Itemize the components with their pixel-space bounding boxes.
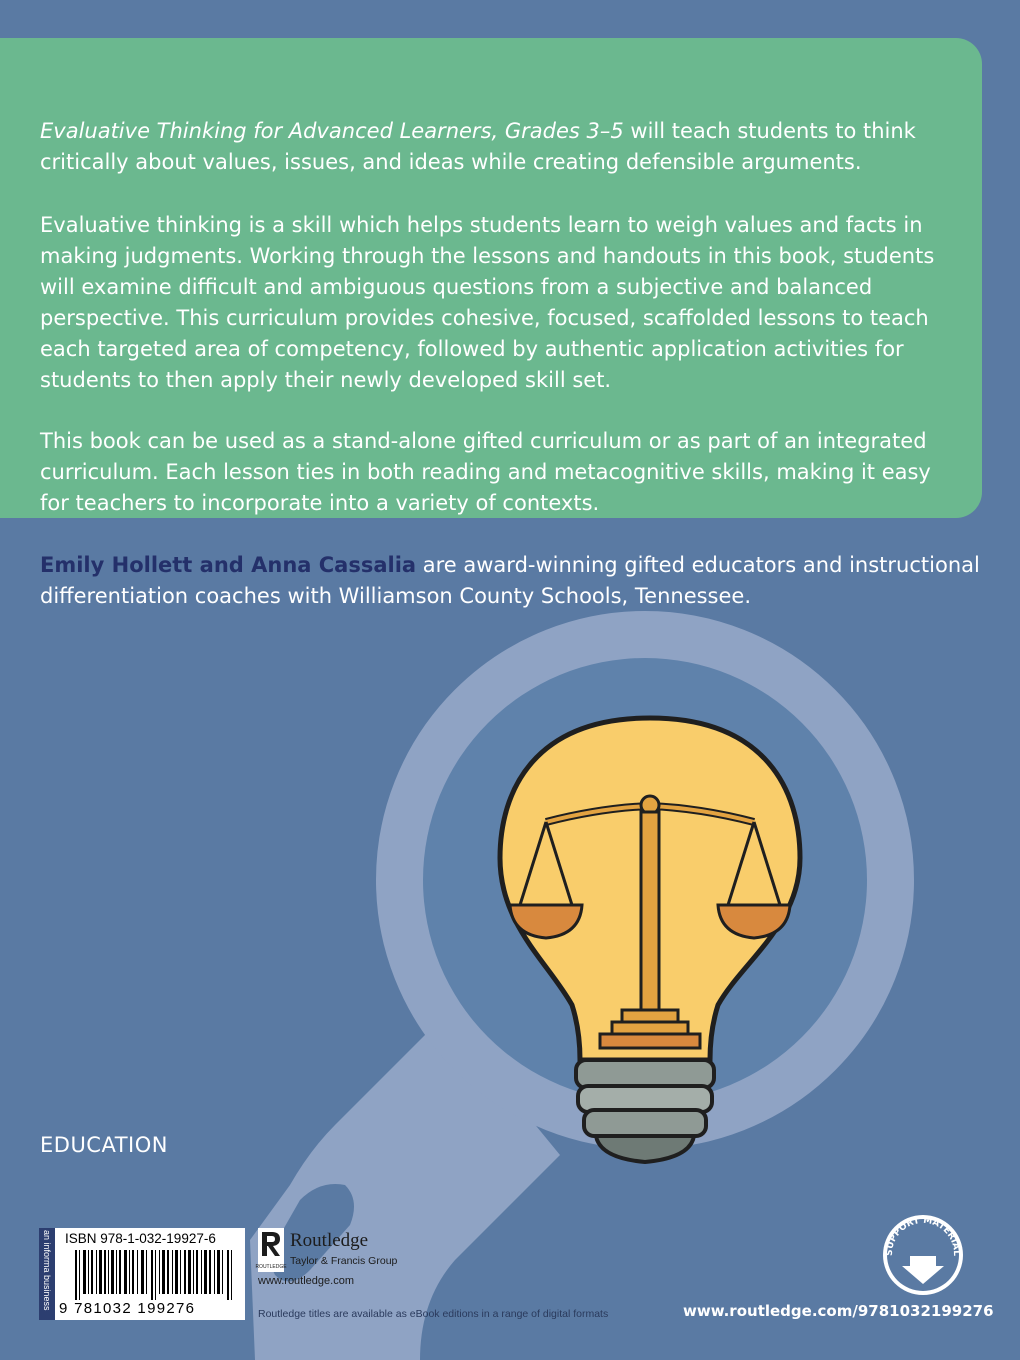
isbn-label: ISBN 978-1-032-19927-6 <box>65 1231 216 1246</box>
routledge-logo-icon <box>255 1228 287 1272</box>
informa-strip <box>39 1228 55 1320</box>
isbn-digits: 9 781032 199276 <box>59 1300 196 1317</box>
book-title: Evaluative Thinking for Advanced Learners, Grades 3–5 <box>40 119 624 143</box>
ebook-note: Routledge titles are available as eBook editions in a range of digital formats <box>258 1308 609 1320</box>
support-badge-text: SUPPORT MATERIAL <box>884 1215 962 1257</box>
barcode-block <box>39 1228 245 1320</box>
barcode-icon <box>75 1250 235 1300</box>
author-bio-text: are award-winning gifted educators and instructional differentiation coaches with Williamson County Schools, Tennessee. <box>40 553 980 608</box>
publisher-url[interactable]: www.routledge.com <box>258 1275 354 1287</box>
informa-label: an informa business <box>42 1230 52 1311</box>
routledge-logo-mark: ROUTLEDGE <box>255 1264 287 1270</box>
author-names: Emily Hollett and Anna Cassalia <box>40 553 417 577</box>
support-material-badge-icon <box>880 1212 966 1298</box>
description-paragraph-3: This book can be used as a stand-alone gifted curriculum or as part of an integrated curriculum. Each lesson ties in both reading and metacognitive skills, making it easy for teachers to incorporate into a variety of contexts. <box>40 429 931 515</box>
publisher-name: Routledge <box>290 1230 369 1251</box>
description-paragraph-2: Evaluative thinking is a skill which helps students learn to weigh values and facts in making judgments. Working through the lessons and handouts in this book, students will examine difficult and ambiguous questions from a subjective and balanced perspective. This curriculum provides cohesive, focused, scaffolded lessons to teach each targeted area of competency, followed by authentic application activities for students to then apply their newly developed skill set. <box>40 213 935 392</box>
support-url[interactable]: www.routledge.com/9781032199276 <box>683 1302 994 1320</box>
category-label: EDUCATION <box>40 1133 168 1157</box>
publisher-group: Taylor & Francis Group <box>290 1255 398 1267</box>
intro-text: will teach students to think critically about values, issues, and ideas while creating defensible arguments. <box>40 119 916 174</box>
